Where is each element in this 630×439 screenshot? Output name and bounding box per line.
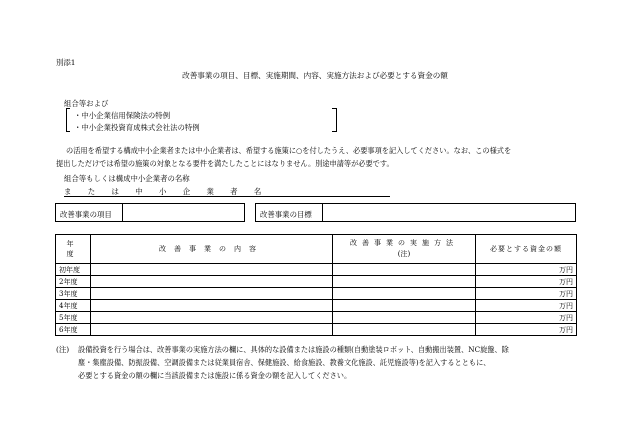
plan-table (55, 234, 577, 336)
row-method-cell[interactable] (333, 300, 476, 312)
row-method-cell[interactable] (333, 324, 476, 336)
row-content-cell[interactable] (91, 324, 333, 336)
intro-line-1: の活用を希望する構成中小企業者または中小企業者は、希望する施策に○を付したうえ、必要事項を記入してください。なお、この様式を (66, 146, 512, 155)
row-year: 5年度 (56, 312, 91, 324)
row-content-cell[interactable] (91, 300, 333, 312)
project-goal-label: 改善事業の目標 (260, 210, 312, 219)
project-item-label: 改善事業の項目 (60, 210, 112, 219)
table-row (56, 288, 577, 300)
bracket-right (336, 108, 337, 132)
page-title: 改善事業の項目、目標、実施期間、内容、実施方法および必要とする資金の額 (182, 71, 448, 80)
applicant-label: 組合等もしくは構成中小企業者の名称 (64, 174, 190, 183)
header-method-note: (注) (397, 250, 411, 258)
header-funds: 必要とする資金の額 (476, 235, 577, 264)
row-content-cell[interactable] (91, 276, 333, 288)
header-method-label: 改善事業の実施方法 (350, 239, 458, 247)
row-year: 6年度 (56, 324, 91, 336)
applicant-label-2: ま た は 中 小 企 業 者 名 (64, 187, 269, 196)
table-row (56, 324, 577, 336)
project-goal-field[interactable] (255, 203, 576, 222)
row-amount-cell[interactable]: 万円 (476, 288, 577, 300)
header-method (333, 235, 476, 264)
row-year: 3年度 (56, 288, 91, 300)
header-year: 年 度 (56, 235, 91, 264)
row-method-cell[interactable] (333, 276, 476, 288)
association-item-credit-insurance: ・中小企業信用保険法の特例 (74, 111, 171, 120)
header-content: 改善事業の内容 (91, 235, 333, 264)
row-year: 初年度 (56, 264, 91, 276)
row-method-cell[interactable] (333, 312, 476, 324)
table-header-row (56, 235, 577, 264)
association-item-investment: ・中小企業投資育成株式会社法の特例 (74, 123, 200, 132)
row-year: 2年度 (56, 276, 91, 288)
footnote-line-2: 塵・集塵設備、防振設備、空調設備または従業員宿舎、保健施設、給食施設、教養文化施設、託児施設等)を記入するとともに、 (78, 358, 491, 367)
table-row (56, 300, 577, 312)
row-method-cell[interactable] (333, 288, 476, 300)
footnote-mark: (注) (56, 345, 70, 354)
project-item-field[interactable] (55, 203, 245, 222)
bracket-left (66, 108, 67, 132)
footnote-line-3: 必要とする資金の額の欄に当該設備または施設に係る資金の額を記入してください。 (78, 371, 352, 380)
row-amount-cell[interactable]: 万円 (476, 324, 577, 336)
intro-line-2: 提出しただけでは希望の施策の対象となる要件を満たしたことにはなりません。別途申請等が必要です。 (56, 159, 394, 168)
association-label: 組合等および (64, 99, 109, 108)
row-content-cell[interactable] (91, 264, 333, 276)
appendix-label: 別添1 (56, 58, 76, 67)
table-row (56, 264, 577, 276)
row-amount-cell[interactable]: 万円 (476, 264, 577, 276)
row-amount-cell[interactable]: 万円 (476, 276, 577, 288)
row-content-cell[interactable] (91, 312, 333, 324)
table-row (56, 312, 577, 324)
row-method-cell[interactable] (333, 264, 476, 276)
row-amount-cell[interactable]: 万円 (476, 300, 577, 312)
applicant-name-line[interactable] (64, 196, 390, 197)
row-content-cell[interactable] (91, 288, 333, 300)
row-amount-cell[interactable]: 万円 (476, 312, 577, 324)
footnote-line-1: 設備投資を行う場合は、改善事業の実施方法の欄に、具体的な設備または施設の種類(自動塗装ロボット、自動搬出装置、NC旋盤、除 (78, 345, 509, 354)
row-year: 4年度 (56, 300, 91, 312)
table-row (56, 276, 577, 288)
